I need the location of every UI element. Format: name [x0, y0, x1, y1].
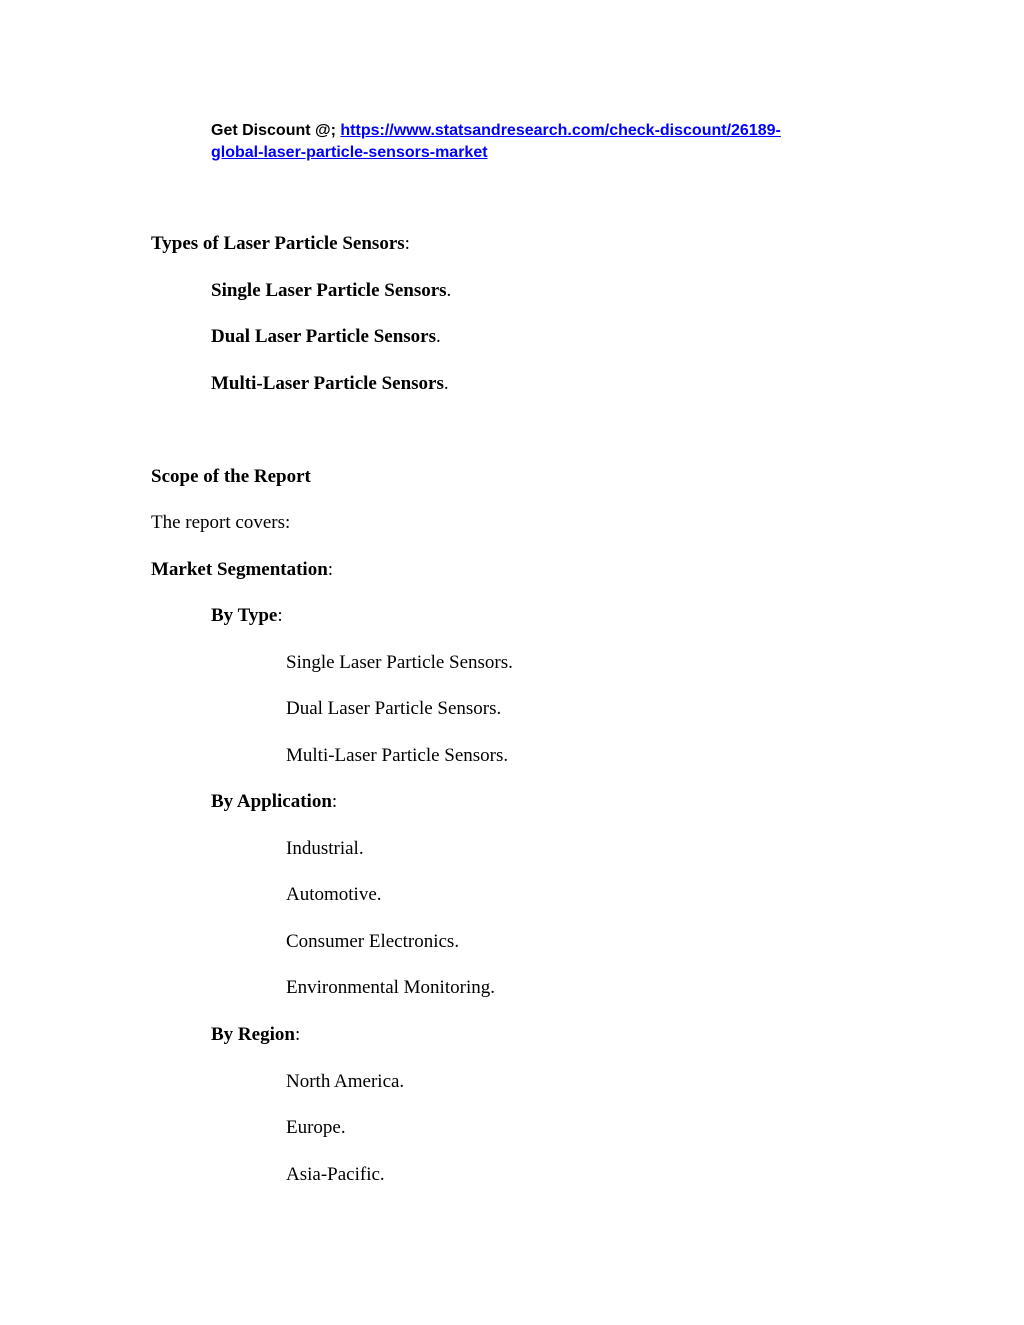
discount-line — [211, 120, 891, 164]
by-application-heading-text: By Application — [211, 791, 332, 812]
segmentation-heading — [151, 559, 333, 581]
types-heading — [151, 233, 410, 255]
by-application-heading — [211, 791, 337, 813]
types-item-dual — [211, 326, 441, 348]
by-type-heading-colon: : — [277, 605, 283, 626]
scope-intro: The report covers: — [151, 512, 291, 533]
types-item-name: Dual Laser Particle Sensors — [211, 326, 436, 347]
by-region-heading — [211, 1024, 300, 1046]
segmentation-heading-text: Market Segmentation — [151, 559, 328, 580]
by-type-item: Dual Laser Particle Sensors. — [286, 698, 502, 719]
by-application-item: Automotive. — [286, 884, 382, 905]
by-region-heading-text: By Region — [211, 1024, 295, 1045]
by-application-item: Industrial. — [286, 838, 364, 859]
by-application-heading-colon: : — [331, 791, 338, 812]
by-application-item: Environmental Monitoring. — [286, 977, 495, 998]
types-item-suffix: . — [443, 373, 449, 394]
types-item-suffix: . — [446, 280, 452, 301]
discount-link-line2: global-laser-particle-sensors-market — [211, 144, 488, 161]
types-heading-text: Types of Laser Particle Sensors — [151, 233, 405, 254]
types-item-name: Single Laser Particle Sensors — [211, 280, 447, 301]
by-type-heading-text: By Type — [211, 605, 278, 626]
types-item-single — [211, 280, 451, 302]
by-region-item: Asia-Pacific. — [286, 1164, 385, 1185]
by-type-heading — [211, 605, 283, 627]
types-item-name: Multi-Laser Particle Sensors — [211, 373, 444, 394]
discount-link-line1: https://www.statsandresearch.com/check-discount/26189- — [340, 122, 781, 139]
types-item-suffix: . — [436, 326, 441, 347]
by-region-item: Europe. — [286, 1117, 346, 1138]
types-heading-colon: : — [404, 233, 410, 254]
by-region-item: North America. — [286, 1071, 405, 1092]
by-application-item: Consumer Electronics. — [286, 931, 460, 952]
scope-heading: Scope of the Report — [151, 466, 311, 487]
types-item-multi — [211, 373, 449, 395]
discount-label: Get Discount @; — [211, 122, 341, 139]
by-region-heading-colon: : — [294, 1024, 301, 1045]
by-type-item: Single Laser Particle Sensors. — [286, 652, 513, 673]
segmentation-heading-colon: : — [327, 559, 334, 580]
by-type-item: Multi-Laser Particle Sensors. — [286, 745, 509, 766]
